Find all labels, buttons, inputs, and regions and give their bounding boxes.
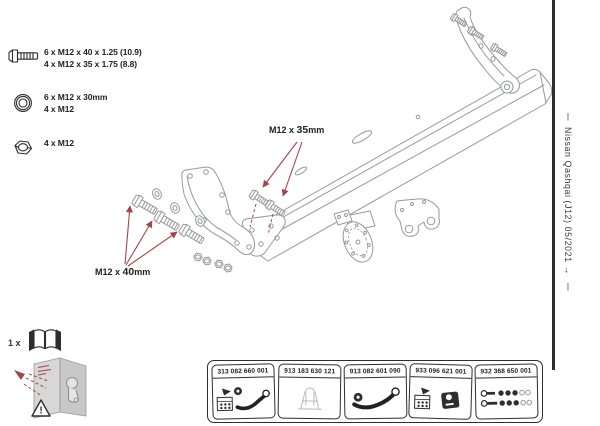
m12-nuts — [193, 253, 233, 273]
part-box — [343, 364, 407, 420]
legend-line: 6 x M12 x 40 x 1.25 (10.9) — [44, 47, 142, 57]
warning-card-illustration — [6, 350, 98, 426]
bolt-size-label-m12x40 — [95, 266, 150, 278]
legend-line: 4 x M12 — [44, 103, 75, 114]
washer-icon — [8, 92, 44, 114]
label-suffix: mm — [308, 125, 325, 135]
vehicle-model-text: Nissan Qashqai (J12) 05/2021 → — [563, 127, 573, 276]
towbar-arm-icon — [237, 390, 270, 408]
included-parts-strip — [207, 360, 543, 423]
part-box — [211, 363, 275, 420]
vehicle-model-label — [557, 112, 579, 342]
grommet-icon — [234, 387, 242, 395]
part-number: 313 082 660 001 — [212, 364, 273, 378]
part-number: 933 096 621 001 — [411, 364, 472, 379]
part-box — [409, 363, 473, 420]
clip-icon — [422, 387, 431, 394]
part-box — [277, 364, 341, 420]
manual-quantity: 1 x — [8, 337, 21, 348]
label-boundary-mark: | — [566, 111, 570, 121]
hex-bolt-icon — [8, 47, 44, 65]
fastener-set-icon — [478, 383, 535, 412]
legend-line: 6 x M12 x 30mm — [44, 92, 108, 102]
washer — [151, 187, 163, 200]
bolt-size-label-m12x35 — [269, 124, 324, 136]
label-prefix: M12 x — [95, 267, 123, 277]
legend-item-washers — [8, 92, 107, 115]
part-number: 913 082 601 090 — [344, 365, 405, 379]
legend-line: 4 x M12 — [44, 138, 75, 148]
clip-icon — [222, 388, 231, 395]
page-divider-rule — [552, 0, 555, 370]
socket-plate-icon — [354, 393, 363, 402]
part-number: 932 368 650 001 — [476, 364, 537, 378]
legend-item-nuts — [8, 138, 74, 158]
nut-icon — [8, 138, 44, 158]
chassis-bracket — [450, 7, 520, 93]
legend-item-bolts — [8, 47, 142, 70]
part-box — [475, 363, 539, 419]
label-sheet-icon — [218, 397, 233, 410]
svg-text:!: ! — [39, 405, 43, 417]
bracket-outline-icon — [298, 388, 322, 409]
label-sheet-icon — [415, 395, 430, 408]
label-suffix: mm — [134, 267, 151, 277]
side-bracket-plate — [182, 167, 255, 255]
label-boundary-mark: | — [566, 281, 570, 292]
label-prefix: M12 x — [269, 125, 297, 135]
socket-housing-icon — [441, 391, 461, 410]
legend-line: 4 x M12 x 35 x 1.75 (8.8) — [44, 58, 137, 69]
part-number: 913 183 630 121 — [279, 365, 340, 379]
label-size: 40 — [122, 266, 135, 278]
label-size: 35 — [296, 124, 309, 136]
